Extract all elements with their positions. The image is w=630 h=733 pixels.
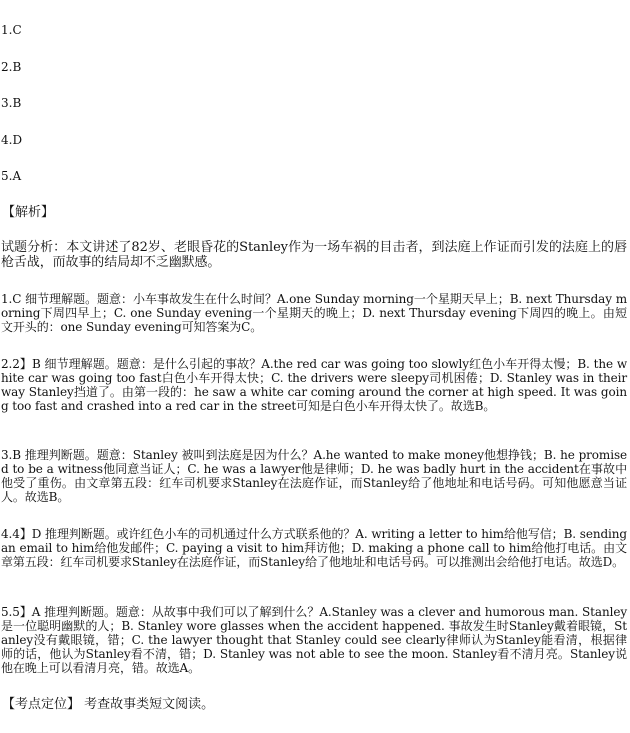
answer-1: 1.C xyxy=(1,23,22,37)
answer-4: 4.D xyxy=(1,133,23,147)
explanation-1: 1.C 细节理解题。题意：小车事故发生在什么时间？A.one Sunday morning一个星期天早上；B. next Thursday morning下周四早上；C. one Sunday evening一个星期天的晚上；D. next Thursday evening下周四的晚上。由短文开头的：one Sunday evening可知答案为C。 xyxy=(1,292,627,334)
analysis-summary: 试题分析：本文讲述了82岁、老眼昏花的Stanley作为一场车祸的目击者，到法庭上作证而引发的法庭上的唇枪舌战，而故事的结局却不乏幽默感。 xyxy=(1,240,627,270)
explanation-5: 5.5】A 推理判断题。题意：从故事中我们可以了解到什么？A.Stanley was a clever and humorous man. Stanley是一位聪明幽默的人；B. Stanley wore glasses when the accident happened. 事故发生时Stanley戴着眼镜，Stanley没有戴眼镜，错；C. the lawyer thought that Stanley could see clearly律师认为Stanley能看清，根据律师的话，他认为Stanley看不清，错；D. Stanley was not able to see the moon. Stanley看不清月亮。Stanley说他在晚上可以看清月亮，错。故选A。 xyxy=(1,605,627,675)
answer-2: 2.B xyxy=(1,60,22,74)
answer-3: 3.B xyxy=(1,96,22,110)
explanation-2: 2.2】B 细节理解题。题意：是什么引起的事故？A.the red car was going too slowly红色小车开得太慢；B. the white car was going too fast白色小车开得太快；C. the drivers were sleepy司机困倦；D. Stanley was in their way Stanley挡道了。由第一段的：he saw a white car coming around the corner at high speed. It was going too fast and crashed into a red car in the street可知是白色小车开得太快了。故选B。 xyxy=(1,357,627,413)
explanation-4: 4.4】D 推理判断题。或许红色小车的司机通过什么方式联系他的？A. writing a letter to him给他写信；B. sending an email to him给他发邮件；C. paying a visit to him拜访他；D. making a phone call to him给他打电话。由文章第五段：红车司机要求Stanley在法庭作证，而Stanley给了他地址和电话号码。可以推测出会给他打电话。故选D。 xyxy=(1,527,627,569)
analysis-heading: 【解析】 xyxy=(2,205,55,220)
explanation-3: 3.B 推理判断题。题意：Stanley 被叫到法庭是因为什么？A.he wanted to make money他想挣钱；B. he promised to be a witness他同意当证人；C. he was a lawyer他是律师；D. he was badly hurt in the accident在事故中他受了重伤。由文章第五段：红车司机要求Stanley在法庭作证，而Stanley给了他地址和电话号码。可知他愿意当证人。故选B。 xyxy=(1,448,627,504)
kaodian-line: 【考点定位】 考查故事类短文阅读。 xyxy=(2,697,215,712)
answer-5: 5.A xyxy=(1,169,22,183)
